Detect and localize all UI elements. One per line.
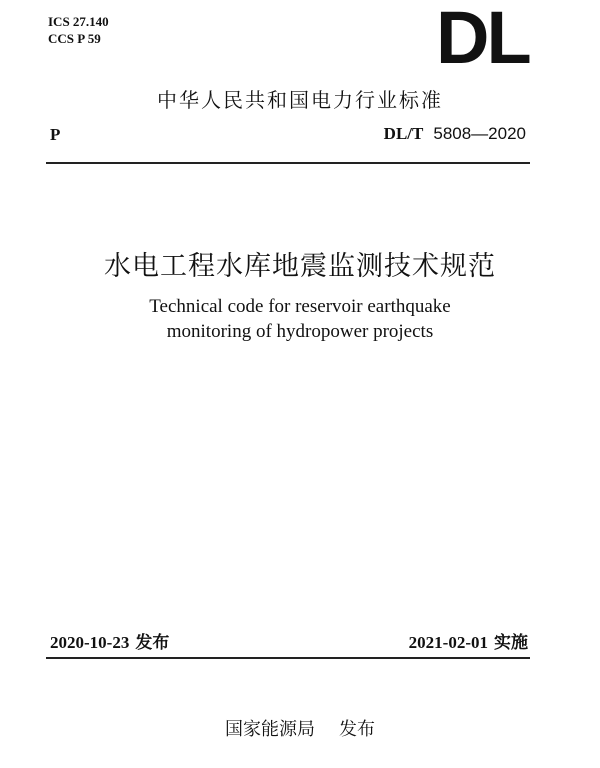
top-divider [46, 162, 530, 164]
bottom-divider [46, 657, 530, 659]
issue-label: 发布 [135, 633, 170, 653]
title-chinese: 水电工程水库地震监测技术规范 [104, 251, 496, 282]
issuer-action: 发布 [339, 719, 375, 740]
ccs-code: CCS P 59 [48, 31, 101, 46]
issuer-line [0, 715, 600, 741]
standard-code-prefix: DL/T [383, 124, 424, 143]
title-english-line1: Technical code for reservoir earthquake [149, 296, 451, 317]
classification-letter: P [50, 125, 61, 144]
issue-date-block [50, 628, 169, 653]
title-english-line2: monitoring of hydropower projects [166, 321, 434, 342]
issuer-name: 国家能源局 [225, 719, 315, 740]
implement-label: 实施 [494, 633, 528, 653]
standard-type-heading: 中华人民共和国电力行业标准 [157, 88, 443, 112]
dl-logo: DL [436, 0, 529, 79]
issue-date: 2020-10-23 [50, 633, 130, 652]
classification-codes [48, 13, 109, 47]
standard-code [384, 124, 526, 144]
standard-code-number: 5808—2020 [433, 124, 526, 143]
ics-code: ICS 27.140 [48, 14, 109, 29]
implement-date: 2021-02-01 [408, 633, 488, 652]
implement-date-block [409, 628, 528, 653]
